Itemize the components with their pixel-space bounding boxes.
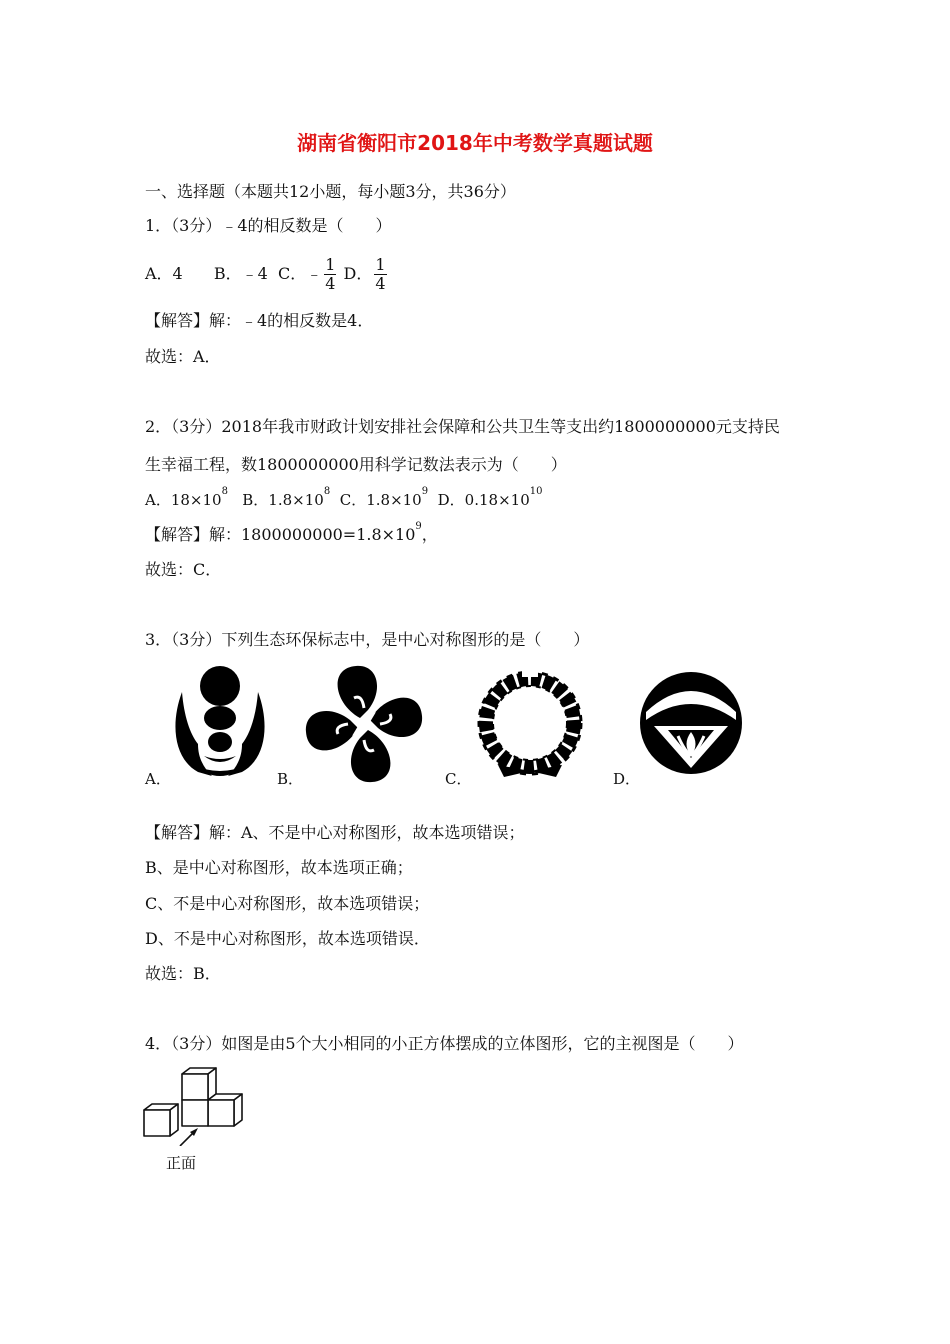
q1-option-a: A．4	[145, 264, 183, 283]
q1-option-c-fraction: $\frac{1}{4}$	[325, 255, 336, 293]
q4-stem: 4．（3分）如图是由5个大小相同的小正方体摆成的立体图形，它的主视图是（ ）	[145, 1034, 744, 1053]
q1-stem: 1．（3分）﹣4的相反数是（ ）	[145, 216, 392, 235]
section-heading: 一、选择题（本题共12小题，每小题3分，共36分）	[145, 182, 516, 201]
q3-logo-b-image	[302, 663, 426, 785]
q3-logo-a-image	[168, 664, 270, 784]
q2-option-d: D．$0.18\times 10^{10}$	[437, 486, 543, 509]
q1-answer: 【解答】解：﹣4的相反数是4．	[145, 311, 374, 330]
q3-answer-3: C、不是中心对称图形，故本选项错误；	[145, 894, 430, 913]
q3-option-d-label: D．	[613, 770, 641, 788]
q2-option-c: C．$1.8\times 10^9$	[339, 486, 429, 509]
q3-option-a-label: A．	[145, 770, 171, 788]
q1-option-b: B．﹣4	[213, 264, 268, 283]
q4-front-label: 正面	[166, 1154, 197, 1172]
q3-choice: 故选：B．	[145, 964, 221, 983]
q2-answer: 【解答】解：$1800000000=1.8\times 10^9$，	[145, 521, 438, 544]
q2-option-b: B．$1.8\times 10^8$	[242, 486, 331, 509]
q3-logo-c-image	[470, 665, 590, 783]
q1-options	[145, 252, 389, 296]
q3-answer-2: B、是中心对称图形，故本选项正确；	[145, 858, 413, 877]
q3-answer-1: 【解答】解：A、不是中心对称图形，故本选项错误；	[145, 823, 525, 842]
q2-choice: 故选：C．	[145, 560, 222, 579]
q3-option-c-label: C．	[445, 770, 472, 788]
q2-stem-line1: 2．（3分）2018年我市财政计划安排社会保障和公共卫生等支出约1800000000元支持民	[145, 417, 780, 436]
q1-option-d-fraction: $\frac{1}{4}$	[375, 255, 386, 293]
q1-option-c: C．﹣	[277, 264, 323, 283]
q1-choice: 故选：A．	[145, 347, 221, 366]
q1-option-d: D．	[343, 264, 373, 283]
q4-cube-figure	[138, 1066, 250, 1146]
q2-option-a: A．$18\times 10^8$	[145, 486, 228, 509]
q2-stem-line2: 生幸福工程，数1800000000用科学记数法表示为（ ）	[145, 455, 567, 474]
q3-logo-d-image	[638, 662, 744, 784]
page-title: 湖南省衡阳市2018年中考数学真题试题	[297, 131, 653, 155]
q3-option-b-label: B．	[277, 770, 304, 788]
q2-options	[145, 486, 543, 511]
q3-stem: 3．（3分）下列生态环保标志中，是中心对称图形的是（ ）	[145, 630, 590, 649]
q3-answer-4: D、不是中心对称图形，故本选项错误．	[145, 929, 430, 948]
